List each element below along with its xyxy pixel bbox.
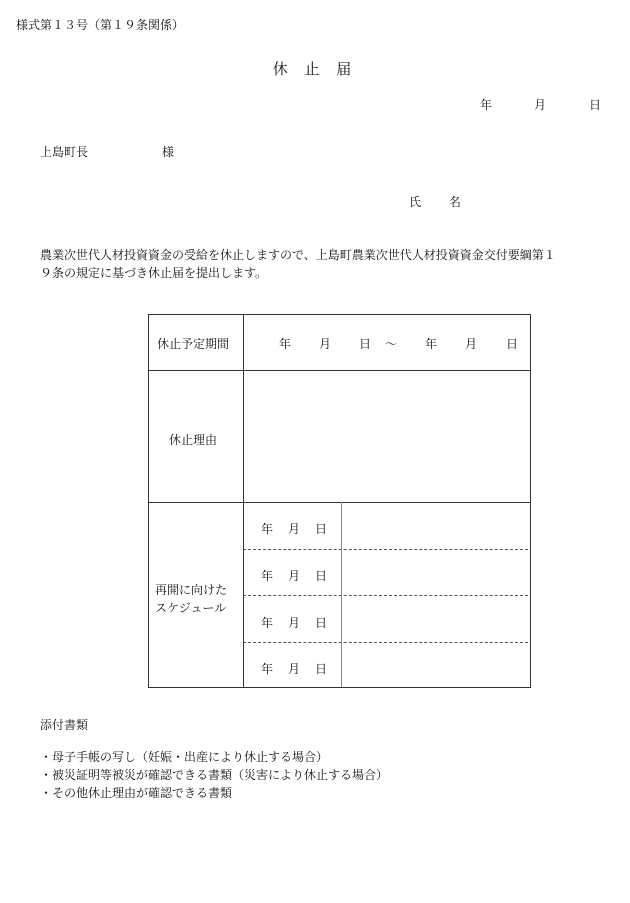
period-start-year: 年: [279, 337, 292, 351]
period-end-year: 年: [425, 337, 438, 351]
attachment-item: ・被災証明等被災が確認できる書類（災害により休止する場合）: [40, 768, 389, 782]
period-label: 休止予定期間: [157, 337, 230, 351]
date-day-label: 日: [589, 98, 602, 112]
schedule-row-divider: [243, 549, 528, 550]
addressee-honorific: 様: [162, 145, 175, 159]
schedule-row-4-month: 月: [288, 662, 301, 676]
period-start-month: 月: [319, 337, 332, 351]
attachment-item: ・その他休止理由が確認できる書類: [40, 786, 233, 800]
schedule-row-3-day: 日: [315, 616, 328, 630]
addressee: 上島町長: [40, 145, 89, 159]
period-end-day: 日: [506, 337, 519, 351]
table-divider: [149, 370, 530, 371]
schedule-row-1-year: 年: [261, 522, 274, 536]
schedule-label-line-2: スケジュール: [155, 601, 227, 615]
attachments-heading: 添付書類: [40, 718, 89, 732]
date-month-label: 月: [534, 98, 547, 112]
date-year-label: 年: [480, 98, 493, 112]
table-divider: [149, 502, 530, 503]
schedule-row-4-year: 年: [261, 662, 274, 676]
schedule-row-4-day: 日: [315, 662, 328, 676]
reason-label: 休止理由: [169, 433, 218, 447]
page-title: 休 止 届: [272, 60, 358, 78]
schedule-row-2-day: 日: [315, 569, 328, 583]
schedule-row-2-month: 月: [288, 569, 301, 583]
suspension-form-table: [148, 314, 531, 688]
body-text-line-1: 農業次世代人材投資資金の受給を休止しますので、上島町農業次世代人材投資資金交付要綱第１: [40, 248, 556, 262]
applicant-name-label: 氏 名: [409, 195, 473, 209]
schedule-row-1-month: 月: [288, 522, 301, 536]
schedule-row-3-month: 月: [288, 616, 301, 630]
schedule-row-1-day: 日: [315, 522, 328, 536]
body-text-line-2: ９条の規定に基づき休止届を提出します。: [40, 266, 268, 280]
schedule-label-line-1: 再開に向けた: [155, 583, 228, 597]
attachment-item: ・母子手帳の写し（妊娠・出産により休止する場合）: [40, 750, 329, 764]
schedule-row-divider: [243, 595, 528, 596]
schedule-row-3-year: 年: [261, 616, 274, 630]
schedule-row-2-year: 年: [261, 569, 274, 583]
period-tilde: ～: [385, 337, 398, 351]
period-end-month: 月: [465, 337, 478, 351]
form-number: 様式第１３号（第１９条関係）: [16, 18, 185, 32]
schedule-row-divider: [243, 642, 528, 643]
period-start-day: 日: [359, 337, 372, 351]
